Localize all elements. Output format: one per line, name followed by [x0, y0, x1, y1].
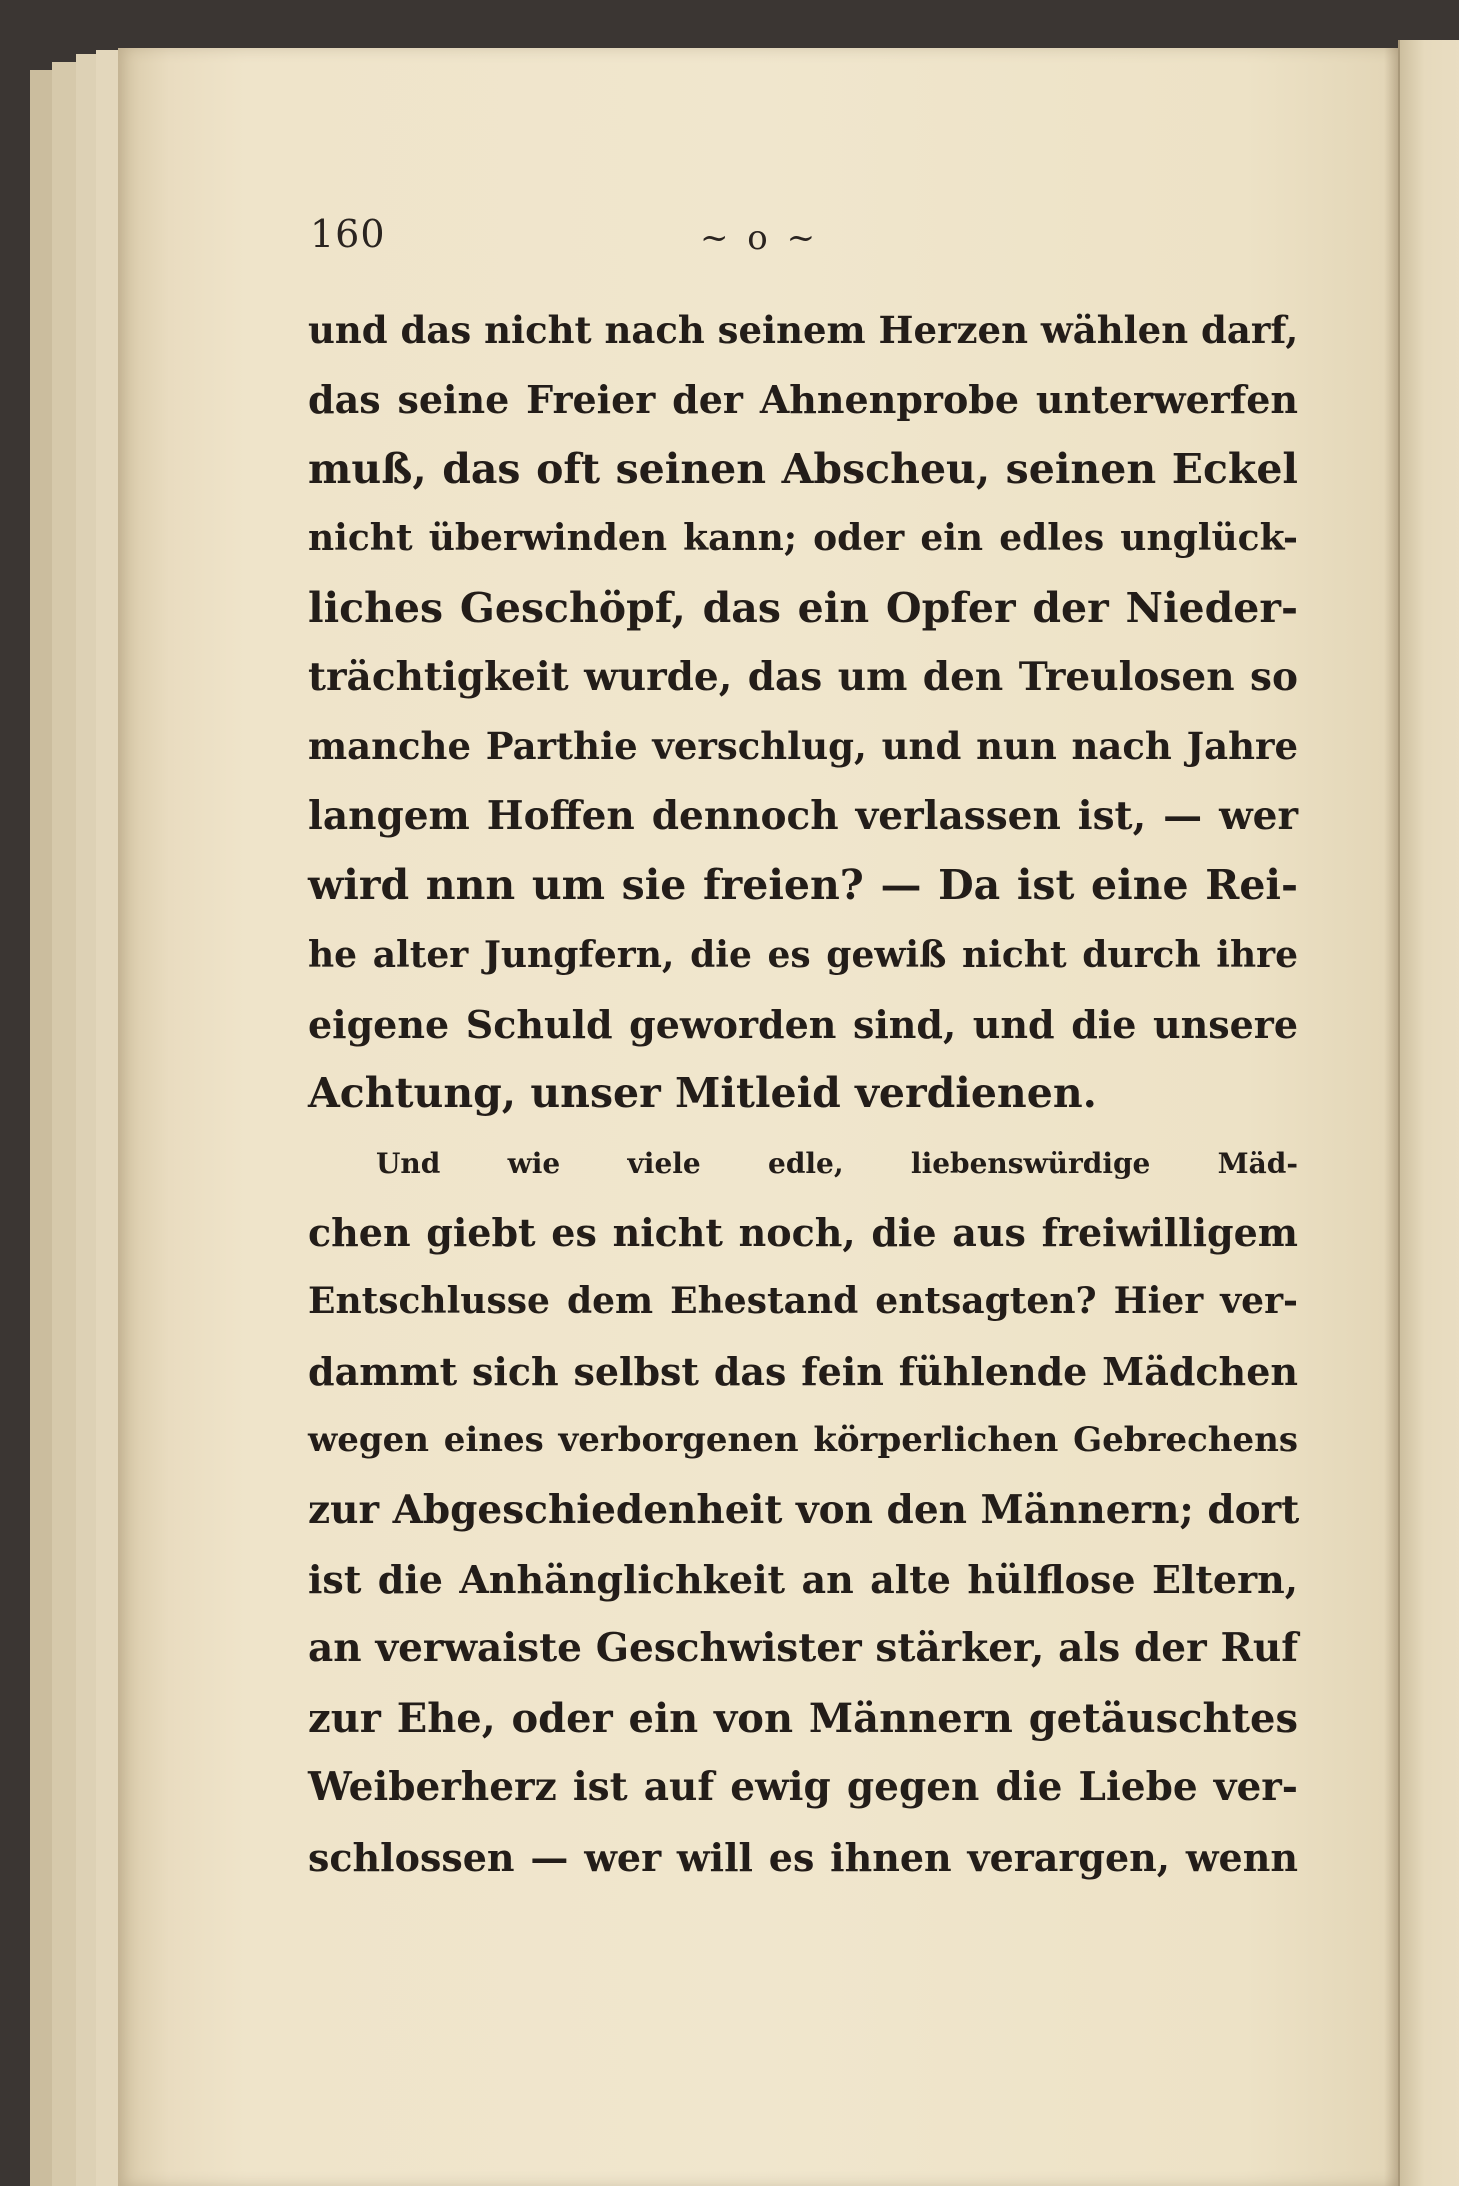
- text-line: zur Ehe, oder ein von Männern getäuschtes: [308, 1694, 1298, 1742]
- page-header: [310, 212, 1310, 272]
- text-line: schlossen — wer will es ihnen verargen, wenn: [308, 1834, 1298, 1880]
- text-line: langem Hoffen dennoch verlassen ist, — wer: [308, 792, 1298, 839]
- text-line: chen giebt es nicht noch, die aus freiwilligem: [308, 1210, 1298, 1256]
- paragraph: [308, 1129, 1298, 1892]
- text-line: manche Parthie verschlug, und nun nach Jahre: [308, 724, 1298, 769]
- text-line: eigene Schuld geworden sind, und die unsere: [308, 1001, 1298, 1047]
- text-line: und das nicht nach seinem Herzen wählen darf,: [308, 308, 1299, 352]
- text-line: das seine Freier der Ahnenprobe unterwerfen: [308, 377, 1298, 423]
- text-line: ist die Anhänglichkeit an alte hülflose Eltern,: [308, 1557, 1298, 1603]
- text-line: trächtigkeit wurde, das um den Treulosen so: [308, 653, 1298, 700]
- page-gutter: [1384, 48, 1398, 2186]
- text-line: an verwaiste Geschwister stärker, als der Ruf: [308, 1625, 1298, 1672]
- facing-page-edge: [1398, 40, 1459, 2186]
- text-line: Weiberherz ist auf ewig gegen die Liebe ver-: [308, 1764, 1298, 1811]
- text-line: Achtung, unser Mitleid verdienen.: [308, 1069, 1097, 1118]
- text-line: he alter Jungfern, die es gewiß nicht durch ihre: [308, 933, 1298, 976]
- text-line: liches Geschöpf, das ein Opfer der Nieder-: [308, 583, 1298, 632]
- text-line: muß, das oft seinen Abscheu, seinen Eckel: [308, 444, 1298, 493]
- paragraph: [308, 296, 1298, 1129]
- text-line: dammt sich selbst das fein fühlende Mädchen: [308, 1348, 1298, 1394]
- header-ornament: ~ ο ~: [700, 218, 820, 258]
- text-line: Und wie viele edle, liebenswürdige Mäd-: [376, 1146, 1298, 1180]
- text-line: wegen eines verborgenen körperlichen Gebrechens: [308, 1420, 1298, 1461]
- text-line: nicht überwinden kann; oder ein edles unglück-: [308, 517, 1298, 560]
- page-number: 160: [310, 212, 386, 256]
- text-line: Entschlusse dem Ehestand entsagten? Hier ver-: [308, 1280, 1298, 1323]
- text-line: wird nnn um sie freien? — Da ist eine Rei-: [308, 861, 1298, 910]
- body-text: [308, 296, 1298, 1892]
- text-line: zur Abgeschiedenheit von den Männern; dort: [308, 1486, 1300, 1533]
